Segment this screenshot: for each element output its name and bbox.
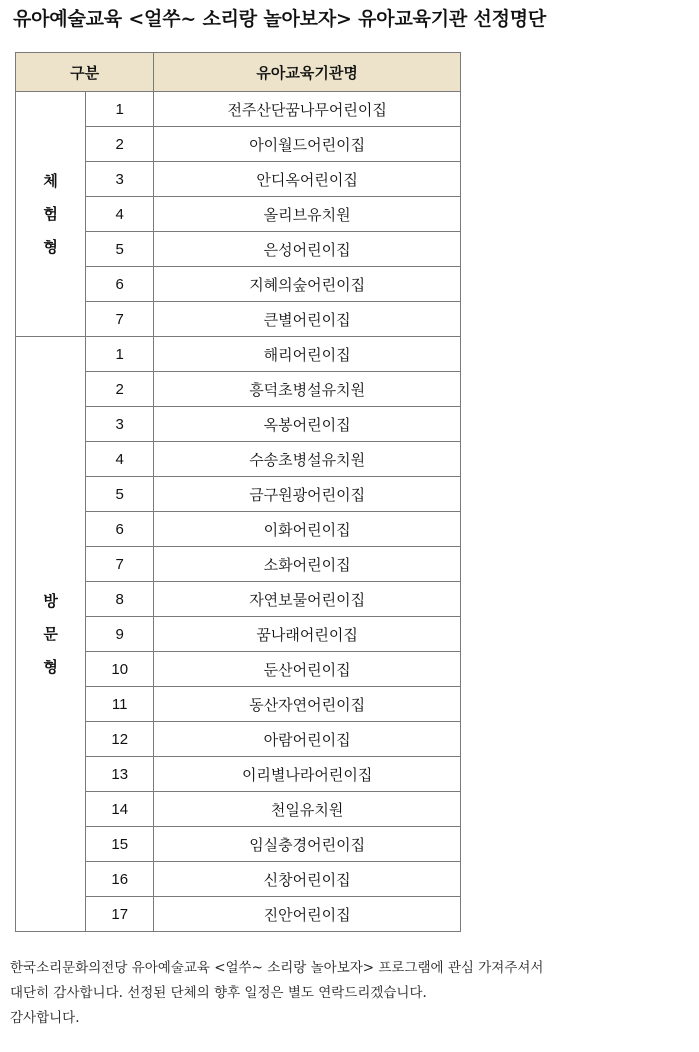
table-row <box>16 337 461 372</box>
institution-name: 큰별어린이집 <box>154 302 461 337</box>
row-number: 9 <box>86 617 154 652</box>
institution-name: 신창어린이집 <box>154 862 461 897</box>
header-institution-name: 유아교육기관명 <box>154 53 461 92</box>
row-number: 3 <box>86 407 154 442</box>
institution-name: 천일유치원 <box>154 792 461 827</box>
category-char: 문 <box>43 625 58 643</box>
institution-name: 아이월드어린이집 <box>154 127 461 162</box>
institution-name: 자연보물어린이집 <box>154 582 461 617</box>
footer-note <box>10 956 694 1031</box>
institution-name: 둔산어린이집 <box>154 652 461 687</box>
institution-name: 안디옥어린이집 <box>154 162 461 197</box>
institution-name: 전주산단꿈나무어린이집 <box>154 92 461 127</box>
row-number: 1 <box>86 92 154 127</box>
row-number: 6 <box>86 267 154 302</box>
page-title: 유아예술교육 <얼쑤~ 소리랑 놀아보자> 유아교육기관 선정명단 <box>13 8 547 30</box>
row-number: 5 <box>86 477 154 512</box>
row-number: 14 <box>86 792 154 827</box>
row-number: 16 <box>86 862 154 897</box>
row-number: 6 <box>86 512 154 547</box>
row-number: 12 <box>86 722 154 757</box>
row-number: 3 <box>86 162 154 197</box>
table-row <box>16 92 461 127</box>
institution-name: 이화어린이집 <box>154 512 461 547</box>
category-char: 형 <box>43 658 58 676</box>
institution-name: 올리브유치원 <box>154 197 461 232</box>
footer-line: 감사합니다. <box>10 1010 80 1026</box>
row-number: 1 <box>86 337 154 372</box>
institution-name: 은성어린이집 <box>154 232 461 267</box>
footer-line: 대단히 감사합니다. 선정된 단체의 향후 일정은 별도 연락드리겠습니다. <box>10 985 427 1001</box>
institution-name: 흥덕초병설유치원 <box>154 372 461 407</box>
category-char: 험 <box>43 205 58 223</box>
row-number: 5 <box>86 232 154 267</box>
category-cell <box>16 92 86 337</box>
row-number: 11 <box>86 687 154 722</box>
table-body <box>16 92 461 932</box>
institution-name: 이리별나라어린이집 <box>154 757 461 792</box>
institution-name: 임실충경어린이집 <box>154 827 461 862</box>
category-cell <box>16 337 86 932</box>
row-number: 17 <box>86 897 154 932</box>
row-number: 7 <box>86 547 154 582</box>
institution-name: 꿈나래어린이집 <box>154 617 461 652</box>
institution-name: 수송초병설유치원 <box>154 442 461 477</box>
row-number: 10 <box>86 652 154 687</box>
institution-name: 지혜의숲어린이집 <box>154 267 461 302</box>
institution-name: 아람어린이집 <box>154 722 461 757</box>
institution-name: 옥봉어린이집 <box>154 407 461 442</box>
row-number: 15 <box>86 827 154 862</box>
institution-name: 동산자연어린이집 <box>154 687 461 722</box>
category-char: 형 <box>43 238 58 256</box>
category-char: 체 <box>43 172 58 190</box>
category-char: 방 <box>43 592 58 610</box>
institution-name: 진안어린이집 <box>154 897 461 932</box>
row-number: 2 <box>86 372 154 407</box>
row-number: 8 <box>86 582 154 617</box>
row-number: 2 <box>86 127 154 162</box>
institution-name: 해리어린이집 <box>154 337 461 372</box>
row-number: 7 <box>86 302 154 337</box>
table-header-row <box>16 53 461 92</box>
selection-table <box>15 52 461 932</box>
header-category: 구분 <box>16 53 154 92</box>
institution-name: 금구원광어린이집 <box>154 477 461 512</box>
row-number: 4 <box>86 442 154 477</box>
footer-line: 한국소리문화의전당 유아예술교육 <얼쑤~ 소리랑 놀아보자> 프로그램에 관심 가져주셔서 <box>10 960 544 976</box>
row-number: 4 <box>86 197 154 232</box>
row-number: 13 <box>86 757 154 792</box>
institution-name: 소화어린이집 <box>154 547 461 582</box>
